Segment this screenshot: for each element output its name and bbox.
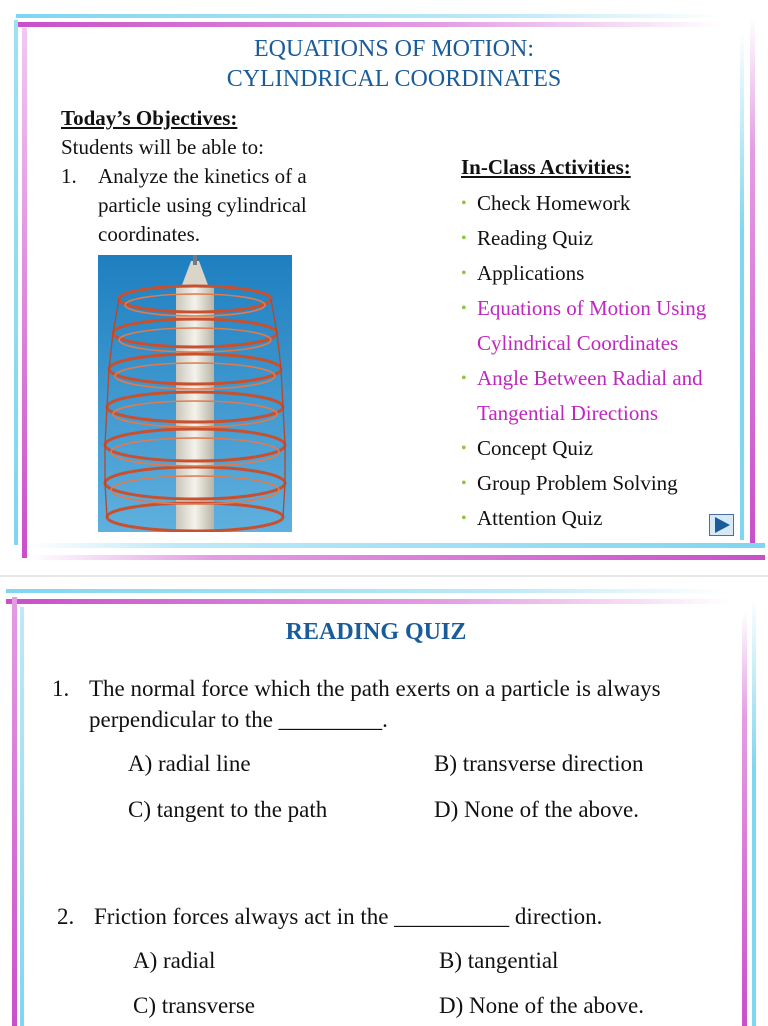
activity-text: Check Homework: [477, 191, 631, 215]
bullet-icon: •: [461, 440, 467, 457]
activities-block: [461, 152, 761, 536]
answer-option: A) radial: [133, 948, 216, 973]
question-number: 1.: [52, 676, 70, 701]
activity-item: [461, 431, 761, 466]
bullet-icon: •: [461, 195, 467, 212]
quiz-question: [57, 901, 697, 932]
activity-text: Reading Quiz: [477, 226, 594, 250]
objectives-intro: Students will be able to:: [61, 135, 264, 159]
quiz-question: [52, 673, 692, 735]
decor-bar: [22, 28, 27, 558]
slide-title-line2: CYLINDRICAL COORDINATES: [226, 66, 562, 92]
answer-option: C) transverse: [133, 993, 255, 1018]
activities-heading: In-Class Activities:: [461, 155, 631, 179]
activity-text: Applications: [477, 261, 585, 285]
quiz-title: READING QUIZ: [285, 619, 467, 645]
question-number: 2.: [57, 904, 75, 929]
objectives-heading: Today’s Objectives:: [61, 106, 238, 130]
spiral-tower-photo: [98, 255, 292, 532]
decor-bar: [16, 22, 722, 27]
question-text: The normal force which the path exerts on a particle is always perpendicular to the _________.: [89, 676, 661, 732]
decor-bar: [14, 20, 18, 545]
bullet-icon: •: [461, 510, 467, 527]
decor-bar: [30, 555, 765, 560]
objectives-block: [61, 104, 361, 249]
bullet-icon: •: [461, 300, 467, 317]
activity-item: [461, 256, 761, 291]
decor-bar: [30, 543, 765, 548]
answer-option: D) None of the above.: [434, 797, 640, 822]
decor-bar: [20, 607, 24, 1026]
activity-text: Equations of Motion Using Cylindrical Coordinates: [477, 296, 707, 355]
question-text: Friction forces always act in the __________ direction.: [94, 904, 603, 929]
slide-title-line1: EQUATIONS OF MOTION:: [254, 36, 534, 62]
play-icon: [710, 515, 733, 535]
decor-bar: [742, 612, 747, 1026]
activity-text: Angle Between Radial and Tangential Directions: [477, 366, 703, 425]
activity-item: [461, 291, 761, 361]
answer-option: B) tangential: [439, 948, 559, 973]
decor-bar: [6, 599, 731, 604]
bullet-icon: •: [461, 265, 467, 282]
objective-item: [61, 162, 361, 249]
decor-bar: [12, 597, 17, 1026]
bullet-icon: •: [461, 370, 467, 387]
answer-option: A) radial line: [128, 751, 251, 776]
activity-text: Concept Quiz: [477, 436, 594, 460]
objective-number: 1.: [61, 164, 77, 188]
activity-item: [461, 221, 761, 256]
objective-text: Analyze the kinetics of a particle using cylindrical coordinates.: [98, 164, 307, 246]
answer-option: D) None of the above.: [439, 993, 645, 1018]
bullet-icon: •: [461, 475, 467, 492]
slide-reading-quiz: [0, 575, 768, 1026]
activity-text: Group Problem Solving: [477, 471, 678, 495]
activity-item: [461, 186, 761, 221]
activity-text: Attention Quiz: [477, 506, 603, 530]
decor-bar: [16, 14, 722, 18]
decor-bar: [752, 597, 756, 1026]
answer-option: B) transverse direction: [434, 751, 644, 776]
bullet-icon: •: [461, 230, 467, 247]
activity-item: [461, 361, 761, 431]
activity-item: [461, 466, 761, 501]
answer-option: C) tangent to the path: [128, 797, 328, 822]
next-slide-button[interactable]: [709, 514, 734, 536]
decor-bar: [6, 589, 726, 593]
